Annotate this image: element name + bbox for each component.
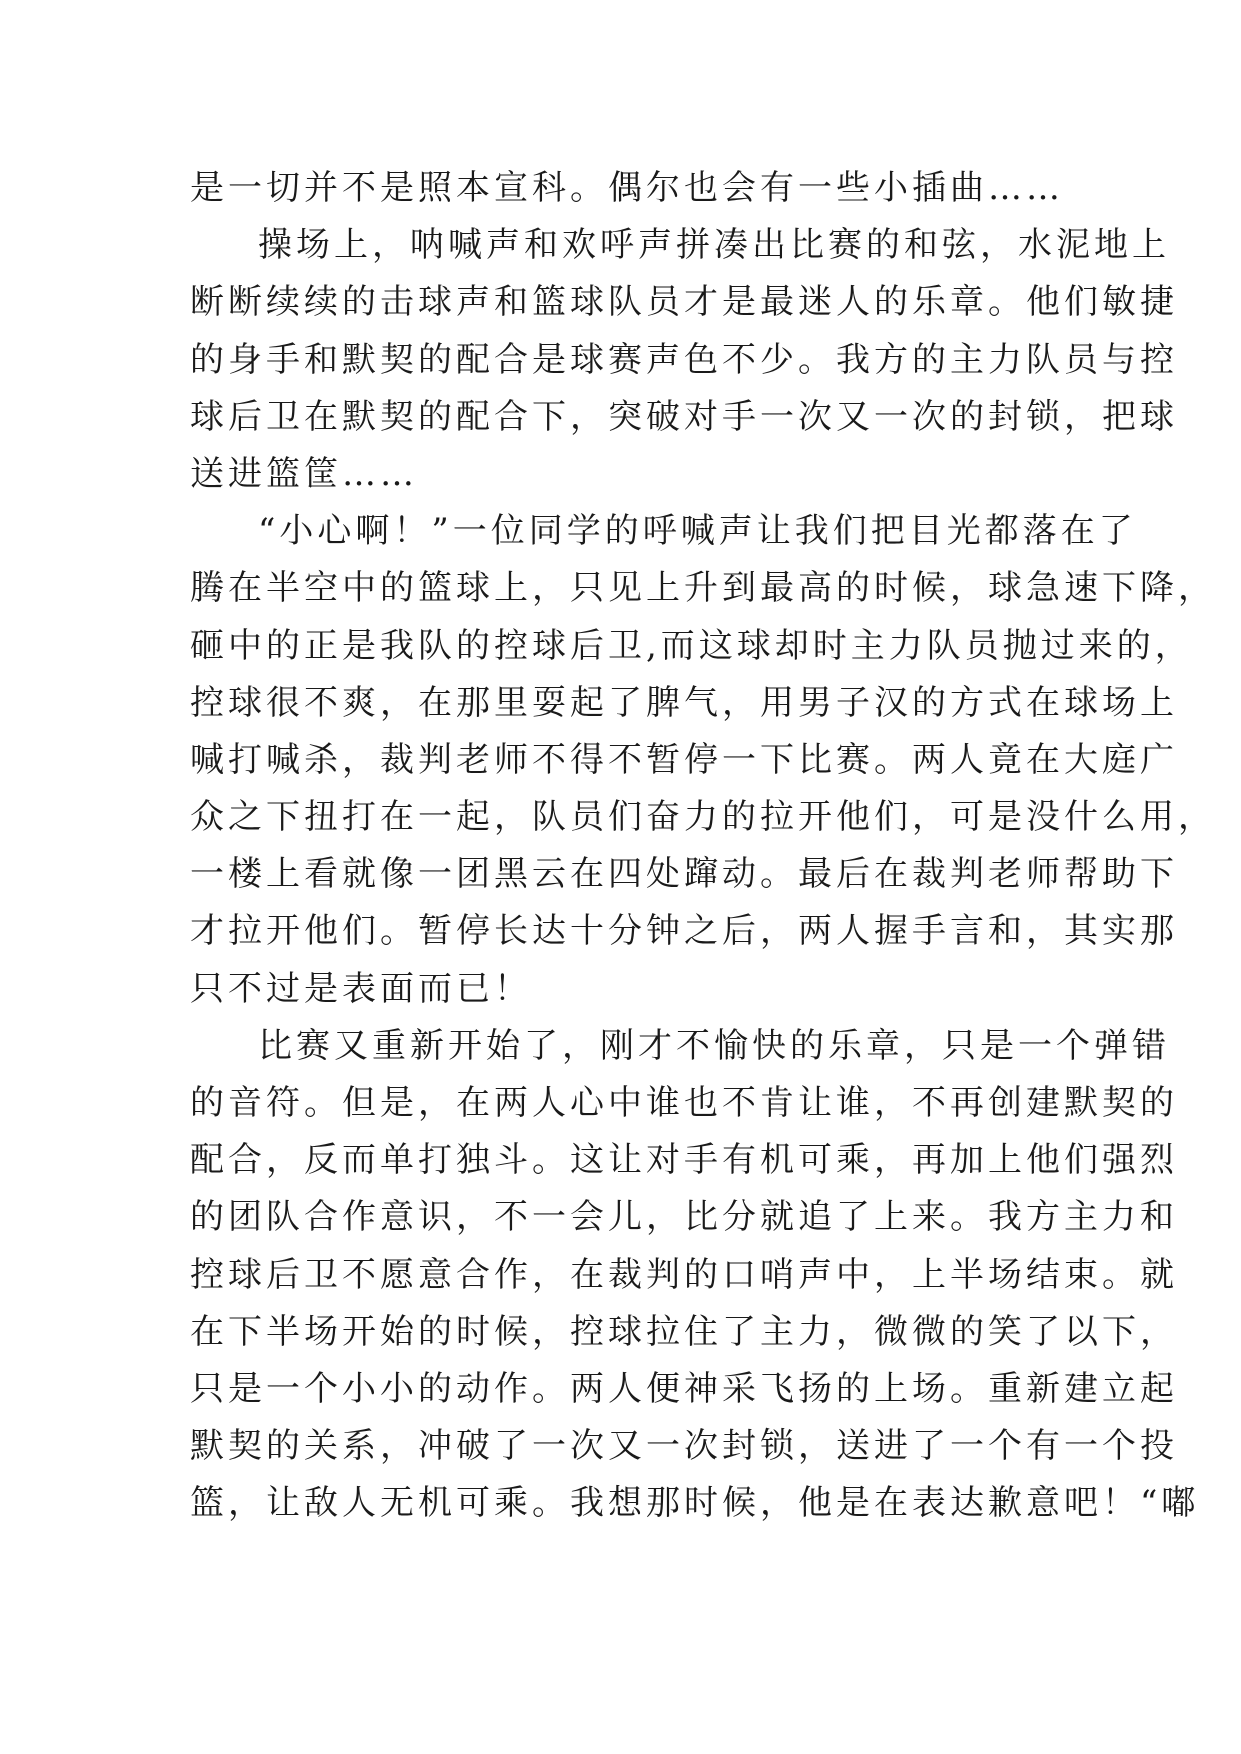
text-line: 喊打喊杀，裁判老师不得不暂停一下比赛。两人竟在大庭广 xyxy=(190,739,1178,780)
text-line: 送进篮筐…… xyxy=(190,453,418,494)
text-line: 在下半场开始的时候，控球拉住了主力，微微的笑了以下， xyxy=(190,1311,1178,1352)
text-line: 的音符。但是，在两人心中谁也不肯让谁，不再创建默契的 xyxy=(190,1083,1178,1123)
text-line: 众之下扭打在一起，队员们奋力的拉开他们，可是没什么用， xyxy=(190,797,1216,838)
text-line: 控球很不爽，在那里耍起了脾气，用男子汉的方式在球场上 xyxy=(190,682,1178,723)
text-line: 一楼上看就像一团黑云在四处蹿动。最后在裁判老师帮助下 xyxy=(190,854,1178,895)
text-line: 配合，反而单打独斗。这让对手有机可乘，再加上他们强烈 xyxy=(190,1140,1178,1181)
document-page xyxy=(190,160,1216,1533)
text-line: 腾在半空中的篮球上，只见上升到最高的时候，球急速下降， xyxy=(190,568,1216,609)
paragraph-first-line: 比赛又重新开始了，刚才不愉快的乐章，只是一个弹错 xyxy=(258,1025,1170,1066)
text-line: 球后卫在默契的配合下，突破对手一次又一次的封锁，把球 xyxy=(190,396,1178,437)
text-line: 是一切并不是照本宣科。偶尔也会有一些小插曲…… xyxy=(190,168,1064,208)
text-line: 只不过是表面而已！ xyxy=(190,968,532,1009)
text-line: 篮，让敌人无机可乘。我想那时候，他是在表达歉意吧！“嘟 xyxy=(190,1483,1200,1524)
text-line: 默契的关系，冲破了一次又一次封锁，送进了一个有一个投 xyxy=(190,1426,1178,1467)
paragraph-first-line: “小心啊！”一位同学的呼喊声让我们把目光都落在了 xyxy=(258,511,1137,552)
text-line: 的团队合作意识，不一会儿，比分就追了上来。我方主力和 xyxy=(190,1197,1178,1238)
text-line: 只是一个小小的动作。两人便神采飞扬的上场。重新建立起 xyxy=(190,1368,1178,1409)
text-line: 断断续续的击球声和篮球队员才是最迷人的乐章。他们敏捷 xyxy=(190,282,1178,323)
text-line: 的身手和默契的配合是球赛声色不少。我方的主力队员与控 xyxy=(190,339,1178,380)
text-line: 控球后卫不愿意合作，在裁判的口哨声中，上半场结束。就 xyxy=(190,1254,1178,1295)
paragraph-first-line: 操场上，呐喊声和欢呼声拼凑出比赛的和弦，水泥地上 xyxy=(258,225,1170,266)
text-line: 才拉开他们。暂停长达十分钟之后，两人握手言和，其实那 xyxy=(190,911,1178,952)
text-line: 砸中的正是我队的控球后卫,而这球却时主力队员抛过来的， xyxy=(190,625,1193,666)
